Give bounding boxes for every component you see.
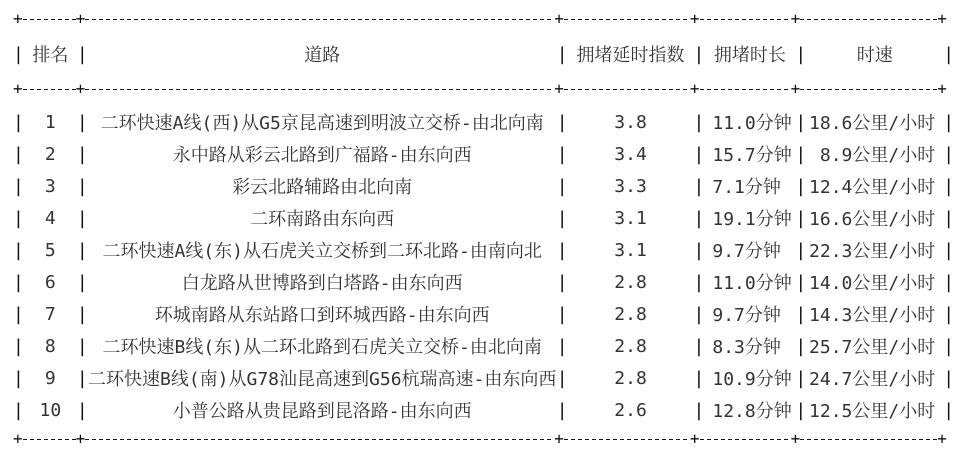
column-divider: | bbox=[943, 111, 955, 133]
delay-index-cell: 2.8 bbox=[614, 271, 647, 293]
column-divider: | bbox=[943, 335, 955, 357]
speed-cell: 22.3公里/小时 bbox=[809, 241, 936, 262]
table-border-segment bbox=[23, 89, 76, 90]
column-divider: | bbox=[556, 143, 568, 165]
table-corner: + bbox=[937, 9, 947, 28]
column-divider: | bbox=[556, 111, 568, 133]
column-divider: | bbox=[13, 111, 24, 133]
table-row bbox=[13, 106, 955, 138]
delay-index-cell: 3.1 bbox=[614, 239, 647, 261]
delay-index-cell: 2.6 bbox=[614, 399, 647, 421]
column-divider: | bbox=[943, 207, 955, 229]
road-cell: 永中路从彩云北路到广福路-由东向西 bbox=[172, 145, 472, 166]
delay-index-cell: 2.8 bbox=[614, 367, 647, 389]
column-divider: | bbox=[13, 303, 24, 325]
table-border-segment bbox=[85, 89, 554, 90]
speed-cell: 16.6公里/小时 bbox=[809, 209, 936, 230]
column-divider: | bbox=[13, 143, 24, 165]
column-divider: | bbox=[795, 111, 807, 133]
duration-cell: 11.0分钟 bbox=[712, 273, 792, 294]
column-divider: | bbox=[13, 367, 24, 389]
column-divider: | bbox=[943, 43, 955, 65]
column-divider: | bbox=[693, 175, 705, 197]
speed-cell: 14.0公里/小时 bbox=[809, 273, 936, 294]
column-divider: | bbox=[795, 271, 807, 293]
table-border-segment bbox=[564, 439, 690, 440]
table-corner: + bbox=[554, 9, 564, 28]
column-divider: | bbox=[76, 111, 88, 133]
delay-index-cell: 2.8 bbox=[614, 335, 647, 357]
column-divider: | bbox=[76, 143, 88, 165]
table-corner: + bbox=[554, 79, 564, 98]
table-border-segment bbox=[700, 19, 791, 20]
column-divider: | bbox=[76, 239, 88, 261]
column-divider: | bbox=[76, 399, 88, 421]
table-row bbox=[13, 170, 955, 202]
table-corner: + bbox=[689, 429, 700, 448]
table-row bbox=[13, 330, 955, 362]
column-divider: | bbox=[943, 399, 955, 421]
column-divider: | bbox=[795, 239, 807, 261]
column-divider: | bbox=[556, 367, 568, 389]
column-divider: | bbox=[795, 175, 807, 197]
rank-cell: 10 bbox=[39, 399, 62, 421]
column-divider: | bbox=[556, 303, 568, 325]
rank-cell: 4 bbox=[44, 207, 56, 229]
road-cell: 二环快速A线(东)从石虎关立交桥到二环北路-由南向北 bbox=[102, 241, 542, 262]
column-divider: | bbox=[76, 271, 88, 293]
table-corner: + bbox=[75, 429, 86, 448]
duration-cell: 15.7分钟 bbox=[712, 145, 792, 166]
speed-cell: 24.7公里/小时 bbox=[809, 369, 936, 390]
column-divider: | bbox=[76, 175, 88, 197]
column-divider: | bbox=[795, 43, 807, 65]
table-body bbox=[13, 106, 955, 426]
column-divider: | bbox=[795, 207, 807, 229]
column-divider: | bbox=[693, 239, 705, 261]
column-divider: | bbox=[943, 271, 955, 293]
table-border-segment bbox=[23, 439, 76, 440]
table-corner: + bbox=[790, 79, 801, 98]
duration-cell: 8.3分钟 bbox=[712, 337, 781, 358]
rank-cell: 8 bbox=[44, 335, 56, 357]
rank-cell: 5 bbox=[44, 239, 56, 261]
road-cell: 白龙路从世博路到白塔路-由东向西 bbox=[181, 273, 463, 294]
column-divider: | bbox=[13, 207, 24, 229]
table-border-segment bbox=[700, 439, 791, 440]
column-divider: | bbox=[943, 175, 955, 197]
column-divider: | bbox=[943, 303, 955, 325]
duration-cell: 7.1分钟 bbox=[712, 177, 781, 198]
speed-cell: 8.9公里/小时 bbox=[819, 145, 936, 166]
table-border-segment bbox=[564, 89, 690, 90]
column-divider: | bbox=[795, 399, 807, 421]
column-divider: | bbox=[693, 303, 705, 325]
table-bottom-border bbox=[13, 429, 947, 448]
duration-cell: 19.1分钟 bbox=[712, 209, 792, 230]
header-speed: 时速 bbox=[856, 45, 893, 66]
congestion-ranking-table bbox=[13, 9, 955, 448]
header-delay-index: 拥堵延时指数 bbox=[576, 45, 685, 66]
column-divider: | bbox=[693, 43, 705, 65]
table-corner: + bbox=[75, 9, 86, 28]
column-divider: | bbox=[693, 271, 705, 293]
column-divider: | bbox=[76, 303, 88, 325]
column-divider: | bbox=[13, 271, 24, 293]
table-border-segment bbox=[564, 19, 690, 20]
column-divider: | bbox=[76, 335, 88, 357]
rank-cell: 1 bbox=[44, 111, 56, 133]
rank-cell: 9 bbox=[44, 367, 56, 389]
road-cell: 小普公路从贵昆路到昆洛路-由东向西 bbox=[172, 401, 472, 422]
table-border-segment bbox=[85, 19, 554, 20]
table-row bbox=[13, 266, 955, 298]
column-divider: | bbox=[76, 43, 88, 65]
speed-cell: 18.6公里/小时 bbox=[809, 113, 936, 134]
header-duration: 拥堵时长 bbox=[713, 45, 786, 66]
speed-cell: 25.7公里/小时 bbox=[809, 337, 936, 358]
table-corner: + bbox=[937, 429, 947, 448]
road-cell: 二环快速A线(西)从G5京昆高速到明波立交桥-由北向南 bbox=[100, 113, 544, 134]
duration-cell: 9.7分钟 bbox=[712, 241, 781, 262]
duration-cell: 11.0分钟 bbox=[712, 113, 792, 134]
column-divider: | bbox=[13, 175, 24, 197]
table-corner: + bbox=[554, 429, 564, 448]
table-header-border bbox=[13, 79, 947, 98]
column-divider: | bbox=[693, 143, 705, 165]
speed-cell: 14.3公里/小时 bbox=[809, 305, 936, 326]
table-row bbox=[13, 202, 955, 234]
delay-index-cell: 3.3 bbox=[614, 175, 647, 197]
table-row bbox=[13, 298, 955, 330]
column-divider: | bbox=[556, 239, 568, 261]
rank-cell: 3 bbox=[44, 175, 56, 197]
column-divider: | bbox=[13, 335, 24, 357]
column-divider: | bbox=[76, 207, 88, 229]
header-road: 道路 bbox=[304, 45, 341, 66]
speed-cell: 12.5公里/小时 bbox=[809, 401, 936, 422]
table-border-segment bbox=[800, 89, 937, 90]
table-corner: + bbox=[790, 9, 801, 28]
column-divider: | bbox=[795, 335, 807, 357]
table-top-border bbox=[13, 9, 947, 28]
table-corner: + bbox=[790, 429, 801, 448]
table-corner: + bbox=[689, 79, 700, 98]
road-cell: 二环南路由东向西 bbox=[250, 209, 395, 230]
table-border-segment bbox=[800, 439, 937, 440]
rank-cell: 7 bbox=[44, 303, 56, 325]
rank-cell: 6 bbox=[44, 271, 56, 293]
delay-index-cell: 2.8 bbox=[614, 303, 647, 325]
table-border-segment bbox=[23, 19, 76, 20]
table-row bbox=[13, 234, 955, 266]
rank-cell: 2 bbox=[44, 143, 56, 165]
table-border-segment bbox=[800, 19, 937, 20]
column-divider: | bbox=[13, 399, 24, 421]
column-divider: | bbox=[693, 399, 705, 421]
column-divider: | bbox=[556, 271, 568, 293]
column-divider: | bbox=[556, 175, 568, 197]
column-divider: | bbox=[13, 43, 24, 65]
duration-cell: 10.9分钟 bbox=[712, 369, 792, 390]
table-corner: + bbox=[13, 9, 23, 28]
column-divider: | bbox=[693, 335, 705, 357]
column-divider: | bbox=[556, 43, 568, 65]
road-cell: 彩云北路辅路由北向南 bbox=[232, 177, 413, 198]
duration-cell: 12.8分钟 bbox=[712, 401, 792, 422]
delay-index-cell: 3.1 bbox=[614, 207, 647, 229]
duration-cell: 9.7分钟 bbox=[712, 305, 781, 326]
delay-index-cell: 3.4 bbox=[614, 143, 647, 165]
road-cell: 二环快速B线(南)从G78汕昆高速到G56杭瑞高速-由东向西 bbox=[88, 369, 557, 390]
column-divider: | bbox=[943, 367, 955, 389]
road-cell: 环城南路从东站路口到环城西路-由东向西 bbox=[154, 305, 490, 326]
table-corner: + bbox=[13, 429, 23, 448]
road-cell: 二环快速B线(东)从二环北路到石虎关立交桥-由北向南 bbox=[102, 337, 542, 358]
table-corner: + bbox=[689, 9, 700, 28]
table-header-row bbox=[13, 26, 955, 82]
table-border-segment bbox=[700, 89, 791, 90]
column-divider: | bbox=[795, 303, 807, 325]
table-row bbox=[13, 138, 955, 170]
column-divider: | bbox=[76, 367, 88, 389]
column-divider: | bbox=[943, 239, 955, 261]
speed-cell: 12.4公里/小时 bbox=[809, 177, 936, 198]
column-divider: | bbox=[943, 143, 955, 165]
header-rank: 排名 bbox=[32, 45, 69, 66]
column-divider: | bbox=[693, 367, 705, 389]
column-divider: | bbox=[556, 335, 568, 357]
column-divider: | bbox=[13, 239, 24, 261]
column-divider: | bbox=[693, 111, 705, 133]
column-divider: | bbox=[795, 143, 807, 165]
table-row bbox=[13, 362, 955, 394]
table-corner: + bbox=[13, 79, 23, 98]
table-corner: + bbox=[937, 79, 947, 98]
column-divider: | bbox=[556, 399, 568, 421]
column-divider: | bbox=[556, 207, 568, 229]
column-divider: | bbox=[795, 367, 807, 389]
table-corner: + bbox=[75, 79, 86, 98]
table-border-segment bbox=[85, 439, 554, 440]
delay-index-cell: 3.8 bbox=[614, 111, 647, 133]
column-divider: | bbox=[693, 207, 705, 229]
table-row bbox=[13, 394, 955, 426]
